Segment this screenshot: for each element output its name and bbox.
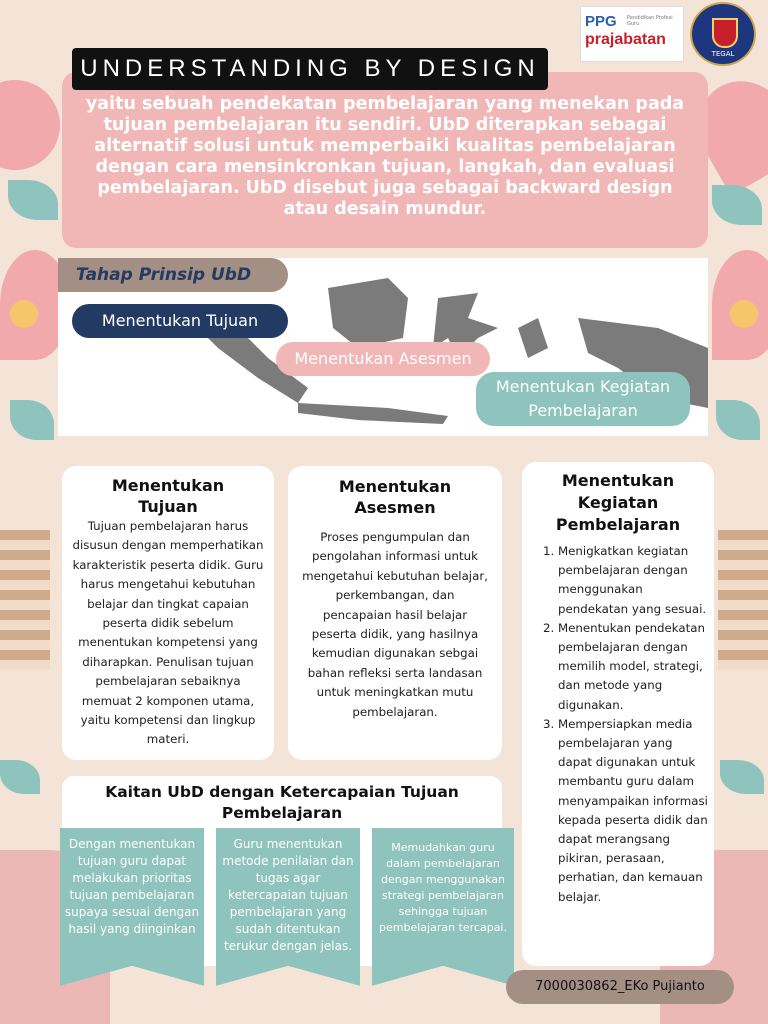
- list-item: 1. Menigkatkan kegiatan pembelajaran dengan menggunakan pendekatan yang sesuai.: [558, 542, 708, 619]
- intro-text: yaitu sebuah pendekatan pembelajaran yang menekan pada tujuan pembelajaran itu sendiri. UbD diterapkan sebagai alternatif solusi untuk memperbaiki kualitas pembelajaran dengan cara mensinkronkan tujuan, langkah, dan evaluasi pembelajaran. UbD disebut juga sebagai backward design atau desain mundur.: [62, 72, 708, 248]
- tribal-pattern-decoration: [718, 530, 768, 670]
- stages-heading: Tahap Prinsip UbD: [58, 258, 288, 292]
- leaf-decoration: [10, 400, 54, 440]
- card-kegiatan: [522, 462, 714, 966]
- card-asesmen-title: Menentukan Asesmen: [338, 477, 452, 517]
- list-item: 3. Mempersiapkan media pembelajaran yang dapat digunakan untuk membantu guru dalam menyampaikan informasi kepada peserta didik dan dapat merangsang pikiran, perasaan, perhatian, dan kemauan belajar.: [558, 715, 708, 907]
- ppg-logo-top: PPG: [585, 13, 617, 30]
- leaf-decoration: [8, 180, 58, 220]
- stage-pill-kegiatan: Menentukan Kegiatan Pembelajaran: [476, 372, 690, 426]
- map-kalimantan: [328, 278, 408, 348]
- stage-pill-asesmen: Menentukan Asesmen: [276, 342, 490, 376]
- kaitan-tile-3: Memudahkan guru dalam pembelajaran dengan menggunakan strategi pembelajaran sehingga tujuan pembelajaran tercapai.: [372, 828, 514, 966]
- card-tujuan-title: Menentukan Tujuan: [111, 476, 225, 516]
- ppg-logo-bottom: prajabatan: [585, 31, 666, 48]
- card-kegiatan-title: Menentukan Kegiatan Pembelajaran: [555, 471, 681, 534]
- card-asesmen: [288, 466, 502, 760]
- flower-center-decoration: [10, 300, 38, 328]
- ppg-logo-side: Pendidikan Profesi Guru: [627, 15, 673, 27]
- stage-pill-tujuan: Menentukan Tujuan: [72, 304, 288, 338]
- flower-center-decoration: [730, 300, 758, 328]
- university-seal-label: TEGAL: [711, 50, 735, 58]
- author-badge: 7000030862_EKo Pujianto: [506, 970, 734, 1004]
- leaf-decoration: [0, 760, 40, 794]
- kaitan-tile-2: Guru menentukan metode penilaian dan tugas agar ketercapaian tujuan pembelajaran yang sudah ditentukan terukur dengan jelas.: [216, 828, 360, 966]
- card-tujuan-body: Tujuan pembelajaran harus disusun dengan memperhatikan karakteristik peserta didik. Guru harus mengetahui kebutuhan belajar dan tingkat capaian peserta didik sebelum menentukan kompetensi yang diharapkan. Penulisan tujuan pembelajaran sebaiknya memuat 2 komponen utama, yaitu kompetensi dan lingkup materi.: [72, 519, 264, 747]
- map-java: [298, 403, 448, 424]
- tribal-pattern-decoration: [0, 530, 50, 670]
- ppg-logo: [580, 6, 684, 62]
- kaitan-tile-1: Dengan menentukan tujuan guru dapat melakukan prioritas tujuan pembelajaran supaya sesuai dengan hasil yang diinginkan: [60, 828, 204, 966]
- kaitan-title: Kaitan UbD dengan Ketercapaian Tujuan Pembelajaran: [105, 783, 459, 822]
- university-seal-shield: [712, 18, 738, 48]
- card-asesmen-body: Proses pengumpulan dan pengolahan informasi untuk mengetahui kebutuhan belajar, perkembangan, dan pencapaian hasil belajar peserta didik, yang hasilnya kemudian digunakan sebgai bahan refleksi serta landasan untuk meningkatkan mutu pembelajaran.: [302, 530, 488, 719]
- card-tujuan: [62, 466, 274, 760]
- kegiatan-list: [528, 542, 708, 907]
- list-item: 2. Menentukan pendekatan pembelajaran dengan memilih model, strategi, dan metode yang digunakan.: [558, 619, 708, 715]
- leaf-decoration: [716, 400, 760, 440]
- university-seal: [690, 2, 756, 66]
- leaf-decoration: [712, 185, 762, 225]
- leaf-decoration: [720, 760, 764, 794]
- page-title: UNDERSTANDING BY DESIGN: [72, 48, 548, 90]
